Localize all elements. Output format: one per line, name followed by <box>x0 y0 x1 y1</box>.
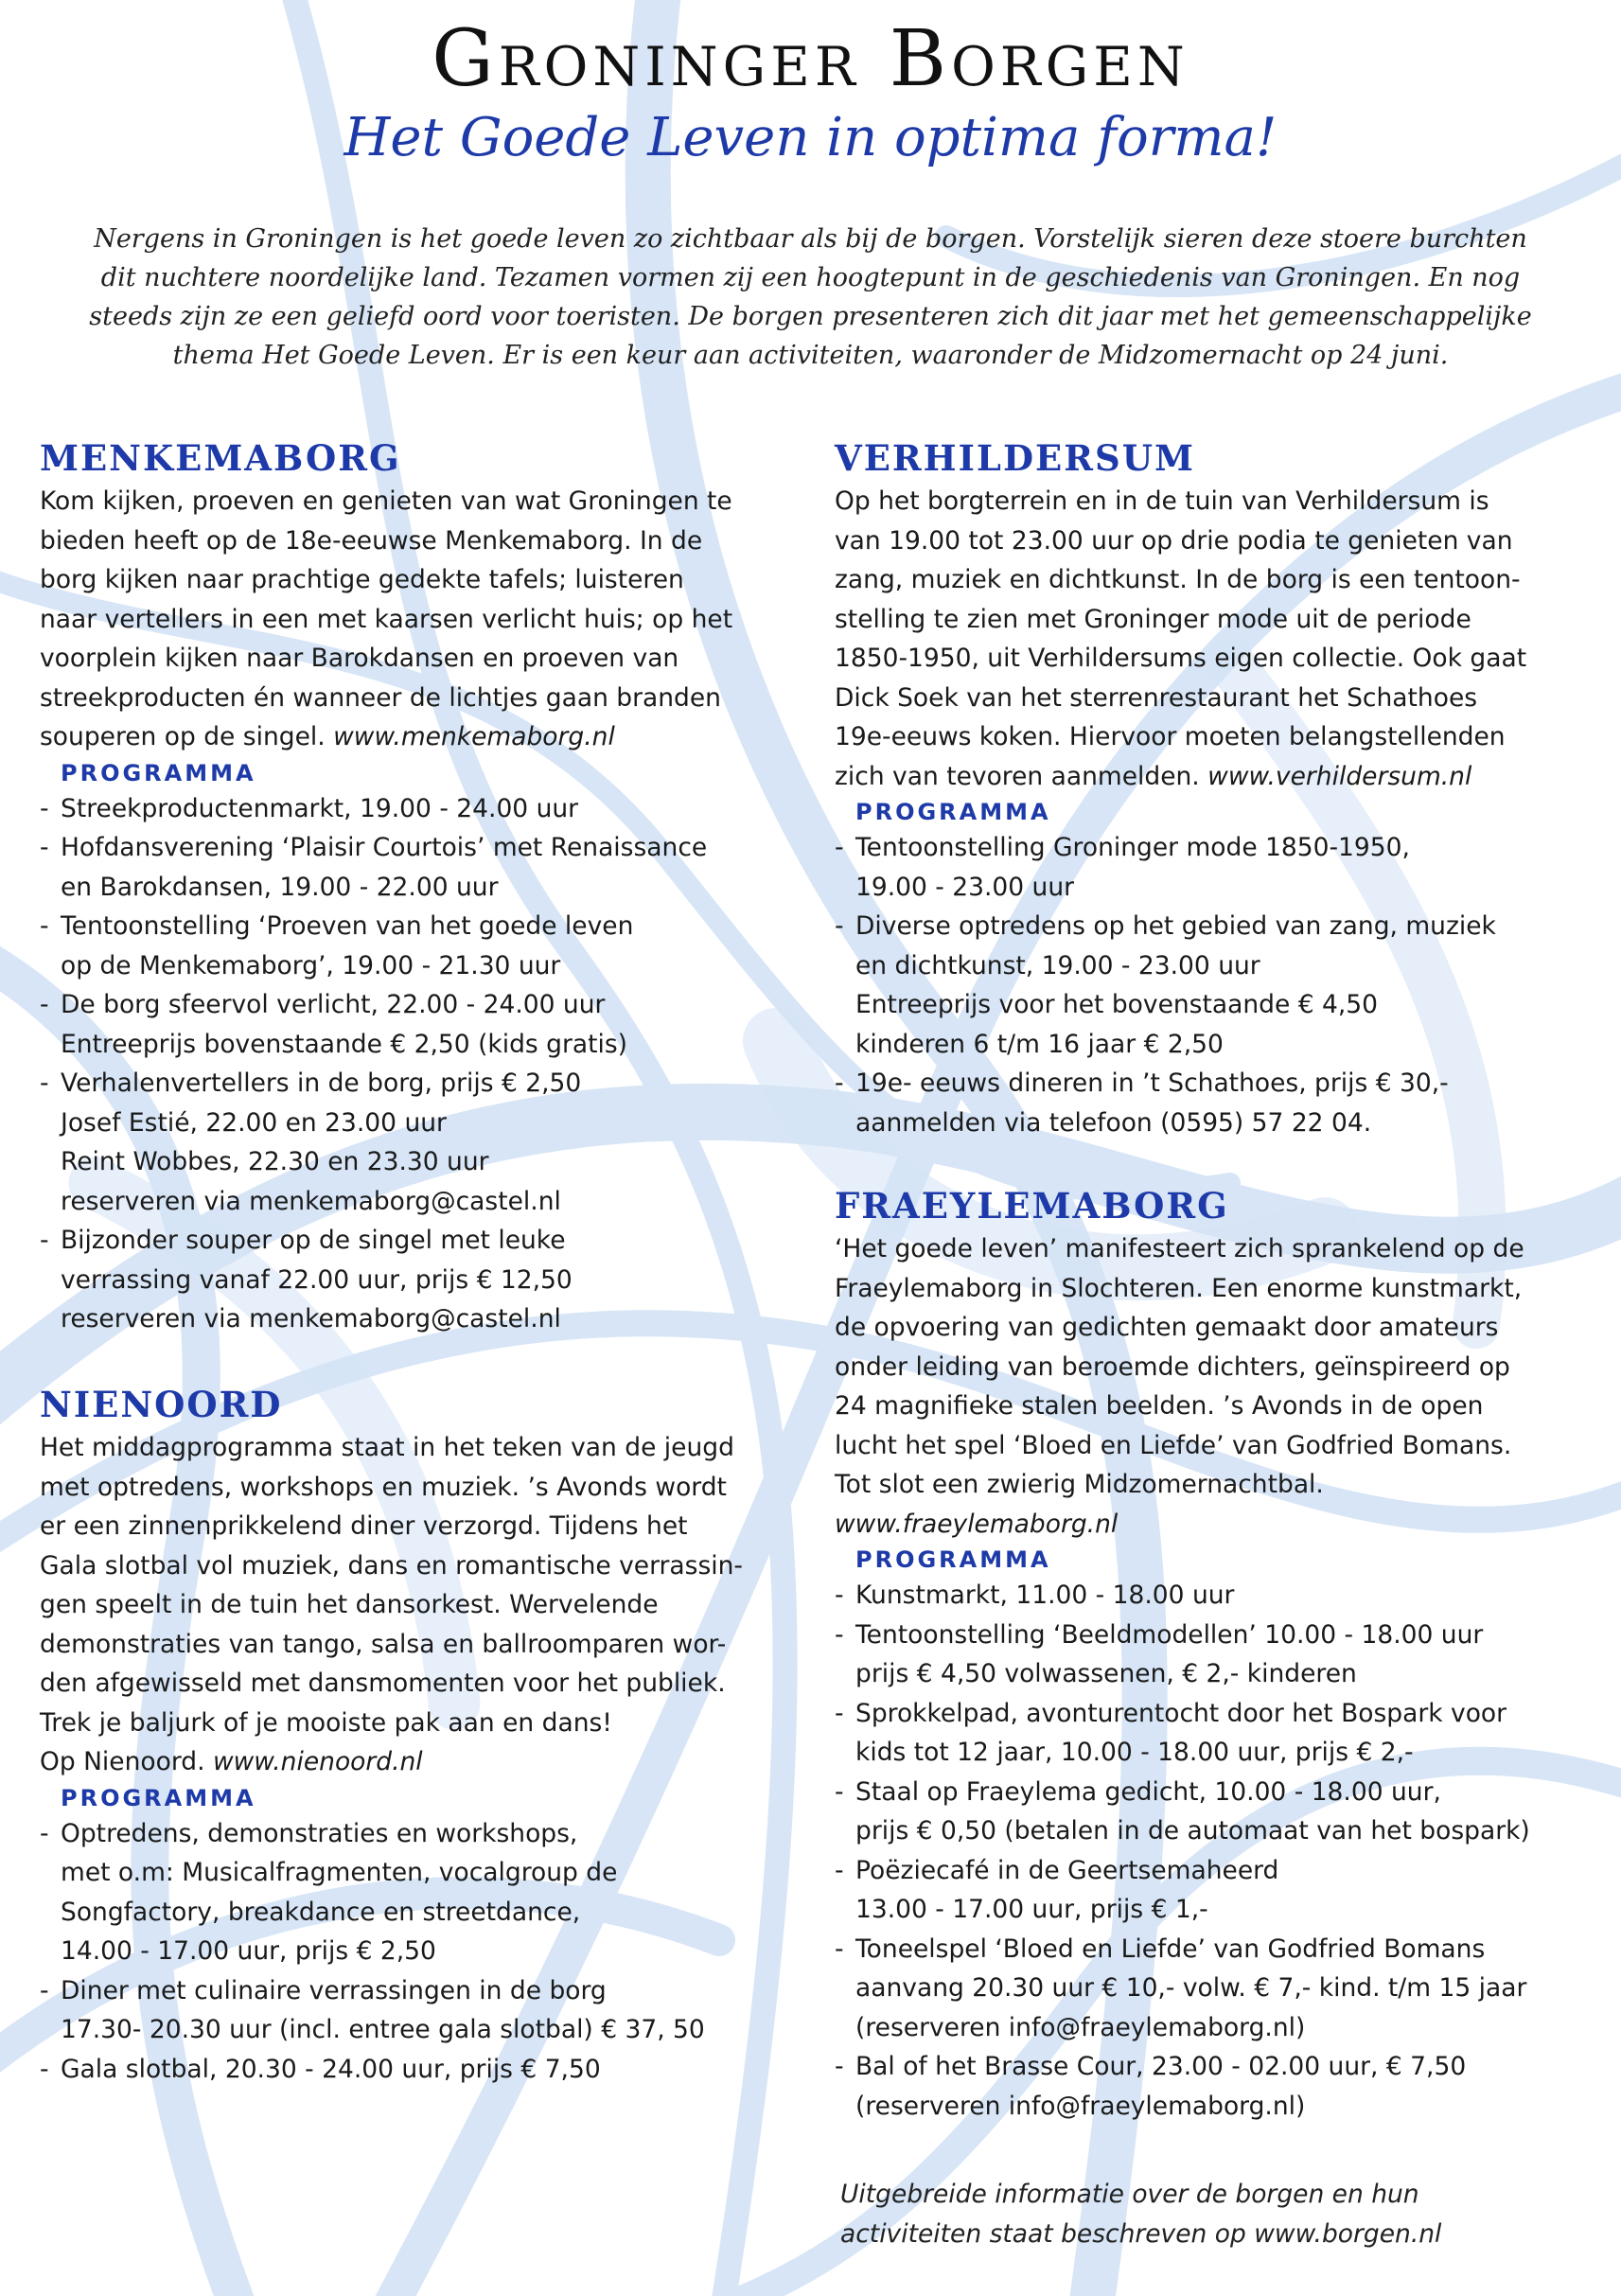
section-description <box>40 1428 792 1782</box>
desc-line: Gala slotbal vol muziek, dans en romantische verrassin- <box>40 1550 743 1581</box>
programma-item-line: - Diverse optredens op het gebied van zang, muziek <box>855 911 1496 941</box>
footer-line: Uitgebreide informatie over de borgen en hun <box>840 2180 1419 2209</box>
programma-list <box>835 1576 1592 2126</box>
desc-line: Dick Soek van het sterrenrestaurant het Schathoes <box>835 682 1478 713</box>
desc-line: streekproducten én wanneer de lichtjes gaan branden <box>40 682 721 713</box>
programma-item-line: kids tot 12 jaar, 10.00 - 18.00 uur, prijs € 2,- <box>855 1738 1414 1767</box>
programma-item <box>40 907 792 985</box>
desc-line-with-link <box>835 757 1592 797</box>
programma-item-line: 14.00 - 17.00 uur, prijs € 2,50 <box>61 1936 436 1966</box>
intro-line: steeds zijn ze een geliefd oord voor toeristen. De borgen presenteren zich dit jaar met het gemeenschappelijke <box>89 302 1532 331</box>
programma-item-line: en Barokdansen, 19.00 - 22.00 uur <box>61 872 499 902</box>
section-description <box>835 482 1592 796</box>
desc-line: Fraeylemaborg in Slochteren. Een enorme kunstmarkt, <box>835 1273 1523 1303</box>
programma-item-line: - Sprokkelpad, avonturentocht door het Bospark voor <box>855 1698 1507 1728</box>
desc-line: 1850-1950, uit Verhildersums eigen collectie. Ook gaat <box>835 644 1527 673</box>
programma-label: PROGRAMMA <box>61 1784 256 1811</box>
section-heading: FRAEYLEMABORG <box>835 1185 1229 1227</box>
programma-item-line: - Gala slotbal, 20.30 - 24.00 uur, prijs € 7,50 <box>61 2054 601 2084</box>
programma-item <box>40 2050 792 2090</box>
programma-item-line: - Streekproductenmarkt, 19.00 - 24.00 uur <box>61 793 579 823</box>
programma-item <box>40 789 792 829</box>
programma-item <box>835 1694 1592 1773</box>
section-fraeylemaborg <box>835 1185 1592 2126</box>
desc-line: de opvoering van gedichten gemaakt door amateurs <box>835 1313 1499 1342</box>
programma-item-line: - 19e- eeuws dineren in ’t Schathoes, prijs € 30,- <box>855 1069 1449 1098</box>
section-verhildersum <box>835 437 1592 1142</box>
intro-line: Nergens in Groningen is het goede leven zo zichtbaar als bij de borgen. Vorstelijk sieren deze stoere burchten <box>94 224 1527 254</box>
programma-list <box>835 828 1592 1142</box>
programma-item <box>835 1576 1592 1616</box>
section-description <box>40 482 792 757</box>
programma-item-line: - Optredens, demonstraties en workshops, <box>61 1818 578 1848</box>
programma-item <box>835 907 1592 1064</box>
section-nienoord <box>40 1384 792 2089</box>
programma-item-line: reserveren via menkemaborg@castel.nl <box>61 1304 561 1333</box>
programma-list <box>40 789 792 1339</box>
desc-line: Tot slot een zwierig Midzomernachtbal. <box>835 1470 1324 1499</box>
intro-line: dit nuchtere noordelijke land. Tezamen vormen zij een hoogtepunt in de geschiedenis van Groningen. En nog <box>100 263 1521 292</box>
section-heading: NIENOORD <box>40 1384 283 1425</box>
website-link[interactable]: www.fraeylemaborg.nl <box>835 1509 1119 1539</box>
programma-item-line: 17.30- 20.30 uur (incl. entree gala slotbal) € 37, 50 <box>61 2015 705 2044</box>
desc-line: den afgewisseld met dansmomenten voor het publiek. <box>40 1669 726 1698</box>
footer-note <box>840 2175 1588 2253</box>
desc-line: er een zinnenprikkelend diner verzorgd. Tijdens het <box>40 1511 688 1541</box>
programma-label: PROGRAMMA <box>61 759 256 786</box>
desc-line: Het middagprogramma staat in het teken van de jeugd <box>40 1433 734 1462</box>
desc-line: onder leiding van beroemde dichters, geïnspireerd op <box>835 1351 1510 1382</box>
programma-item-line: - Poëziecafé in de Geertsemaheerd <box>855 1855 1279 1885</box>
programma-item <box>40 828 792 907</box>
desc-line: zich van tevoren aanmelden. <box>835 761 1200 791</box>
desc-line: gen speelt in de tuin het dansorkest. Wervelende <box>40 1590 659 1619</box>
desc-line: met optredens, workshops en muziek. ’s Avonds wordt <box>40 1472 727 1502</box>
programma-item-line: - Diner met culinaire verrassingen in de borg <box>61 1975 607 2005</box>
footer-line: activiteiten staat beschreven op www.borgen.nl <box>840 2218 1442 2249</box>
programma-item-line: aanvang 20.30 uur € 10,- volw. € 7,- kind. t/m 15 jaar <box>855 1973 1527 2003</box>
programma-item-line: 13.00 - 17.00 uur, prijs € 1,- <box>855 1895 1208 1924</box>
desc-line: van 19.00 tot 23.00 uur op drie podia te genieten van <box>835 525 1513 556</box>
programma-item <box>40 985 792 1064</box>
programma-item <box>40 1814 792 1971</box>
desc-line: naar vertellers in een met kaarsen verlicht huis; op het <box>40 604 733 634</box>
programma-item-line: (reserveren info@fraeylemaborg.nl) <box>855 2012 1306 2042</box>
desc-line: lucht het spel ‘Bloed en Liefde’ van Godfried Bomans. <box>835 1430 1512 1460</box>
desc-line: stelling te zien met Groninger mode uit de periode <box>835 604 1471 634</box>
desc-line: Op Nienoord. <box>40 1747 205 1776</box>
programma-item-line: - De borg sfeervol verlicht, 22.00 - 24.00 uur <box>61 990 606 1019</box>
programma-item-line: - Toneelspel ‘Bloed en Liefde’ van Godfried Bomans <box>855 1934 1486 1964</box>
section-heading: MENKEMABORG <box>40 437 401 479</box>
intro-paragraph <box>38 220 1583 375</box>
desc-line: bieden heeft op de 18e-eeuwse Menkemaborg. In de <box>40 525 703 556</box>
programma-item-line: op de Menkemaborg’, 19.00 - 21.30 uur <box>61 950 561 980</box>
programma-item <box>40 1221 792 1339</box>
website-link[interactable]: www.verhildersum.nl <box>1207 761 1472 791</box>
programma-item-line: Entreeprijs voor het bovenstaande € 4,50 <box>855 990 1378 1019</box>
programma-item-line: verrassing vanaf 22.00 uur, prijs € 12,50 <box>61 1264 573 1295</box>
programma-label: PROGRAMMA <box>855 799 1051 825</box>
page-subtitle: Het Goede Leven in optima forma! <box>344 107 1277 168</box>
desc-line: souperen op de singel. <box>40 722 326 751</box>
desc-line: Kom kijken, proeven en genieten van wat Groningen te <box>40 486 732 516</box>
programma-item-line: - Tentoonstelling Groninger mode 1850-1950, <box>855 833 1410 862</box>
programma-item-line: - Verhalenvertellers in de borg, prijs € 2,50 <box>61 1069 582 1098</box>
programma-item-line: 19.00 - 23.00 uur <box>855 872 1075 902</box>
desc-line: 19e-eeuws koken. Hiervoor moeten belangstellenden <box>835 722 1506 751</box>
desc-line: ‘Het goede leven’ manifesteert zich sprankelend op de <box>835 1234 1524 1263</box>
desc-line: borg kijken naar prachtige gedekte tafels; luisteren <box>40 565 684 594</box>
programma-item <box>835 828 1592 907</box>
programma-item <box>40 1064 792 1221</box>
website-link[interactable]: www.menkemaborg.nl <box>333 722 615 751</box>
desc-line-with-link <box>40 1742 792 1782</box>
programma-item-line: prijs € 0,50 (betalen in de automaat van het bospark) <box>855 1816 1530 1846</box>
programma-item-line: - Bal of het Brasse Cour, 23.00 - 02.00 uur, € 7,50 <box>855 2052 1467 2081</box>
desc-line: demonstraties van tango, salsa en ballroomparen wor- <box>40 1629 727 1659</box>
programma-item-line: Reint Wobbes, 22.30 en 23.30 uur <box>61 1147 489 1176</box>
programma-item <box>835 2047 1592 2126</box>
programma-item-line: - Kunstmarkt, 11.00 - 18.00 uur <box>855 1581 1235 1610</box>
desc-line: Op het borgterrein en in de tuin van Verhildersum is <box>835 486 1489 516</box>
intro-line: thema Het Goede Leven. Er is een keur aan activiteiten, waaronder de Midzomernacht op 24 juni. <box>172 341 1449 370</box>
programma-item <box>40 1971 792 2050</box>
page-title: Groninger Borgen <box>432 14 1189 104</box>
programma-item-line: Josef Estié, 22.00 en 23.00 uur <box>61 1107 447 1138</box>
programma-item <box>835 1930 1592 2048</box>
programma-item <box>835 1616 1592 1694</box>
desc-line: Trek je baljurk of je mooiste pak aan en dans! <box>40 1707 612 1738</box>
desc-line: voorplein kijken naar Barokdansen en proeven van <box>40 644 679 673</box>
programma-item <box>835 1773 1592 1851</box>
programma-item-line: aanmelden via telefoon (0595) 57 22 04. <box>855 1107 1372 1138</box>
section-description <box>835 1229 1592 1544</box>
programma-item <box>835 1064 1592 1142</box>
programma-item-line: reserveren via menkemaborg@castel.nl <box>61 1186 561 1216</box>
programma-item <box>835 1851 1592 1930</box>
programma-item-line: en dichtkunst, 19.00 - 23.00 uur <box>855 950 1260 980</box>
programma-item-line: - Staal op Fraeylema gedicht, 10.00 - 18.00 uur, <box>855 1776 1441 1807</box>
programma-list <box>40 1814 792 2090</box>
programma-item-line: kinderen 6 t/m 16 jaar € 2,50 <box>855 1029 1224 1059</box>
programma-item-line: prijs € 4,50 volwassenen, € 2,- kinderen <box>855 1659 1357 1688</box>
desc-line: zang, muziek en dichtkunst. In de borg is een tentoon- <box>835 565 1521 594</box>
programma-item-line: (reserveren info@fraeylemaborg.nl) <box>855 2091 1306 2121</box>
section-menkemaborg <box>40 437 792 1339</box>
desc-line-with-link <box>40 717 792 757</box>
programma-item-line: - Hofdansverening ‘Plaisir Courtois’ met Renaissance <box>61 833 708 862</box>
programma-item-line: met o.m: Musicalfragmenten, vocalgroup de <box>61 1858 618 1887</box>
programma-item-line: - Tentoonstelling ‘Proeven van het goede leven <box>61 911 634 941</box>
programma-item-line: - Bijzonder souper op de singel met leuke <box>61 1226 566 1255</box>
programma-item-line: - Tentoonstelling ‘Beeldmodellen’ 10.00 - 18.00 uur <box>855 1619 1484 1650</box>
programma-item-line: Entreeprijs bovenstaande € 2,50 (kids gratis) <box>61 1029 628 1059</box>
programma-item-line: Songfactory, breakdance en streetdance, <box>61 1897 581 1927</box>
programma-label: PROGRAMMA <box>855 1546 1051 1573</box>
website-link[interactable]: www.nienoord.nl <box>212 1747 423 1776</box>
desc-line: 24 magnifieke stalen beelden. ’s Avonds in de open <box>835 1391 1484 1421</box>
section-heading: VERHILDERSUM <box>835 437 1195 479</box>
